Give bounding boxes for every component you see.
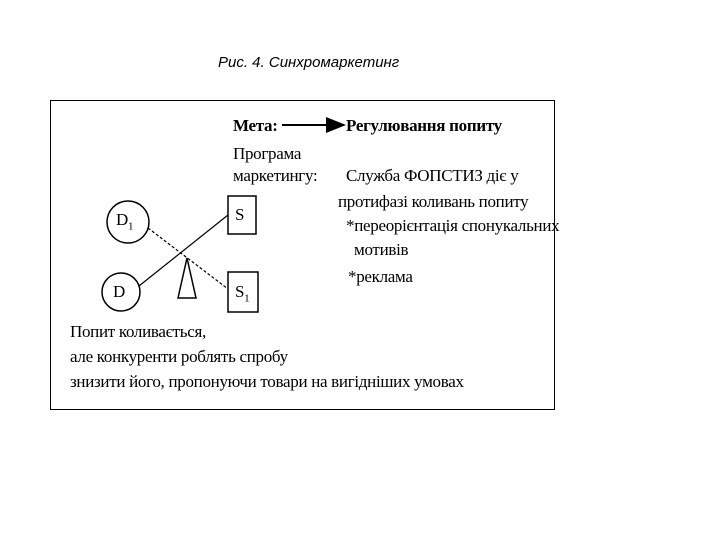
goal-label: Мета: <box>233 116 278 135</box>
bottom-line-2: але конкуренти роблять спробу <box>70 347 288 366</box>
bottom-line-1: Попит коливається, <box>70 322 206 341</box>
goal-value: Регулювання попиту <box>346 116 502 135</box>
program-label-line-1: Програма <box>233 144 302 163</box>
node-s1-label: $S_1$ <box>235 282 250 305</box>
pivot-triangle <box>178 258 196 298</box>
program-line-1: Служба ФОПСТИЗ діє у <box>346 166 519 185</box>
node-d1-label: $D_1$ <box>116 210 134 233</box>
program-line-4: мотивів <box>354 240 409 259</box>
node-d-label: D <box>113 282 125 301</box>
node-s-label: S <box>235 205 245 224</box>
link-d1-s1 <box>148 228 228 289</box>
program-label-line-2: маркетингу: <box>233 166 318 185</box>
figure-caption: Рис. 4. Синхромаркетинг <box>218 54 400 71</box>
program-line-5: *реклама <box>348 267 413 286</box>
bottom-line-3: знизити його, пропонуючи товари на вигідніших умовах <box>70 372 464 391</box>
program-line-2: протифазі коливань попиту <box>338 192 529 211</box>
program-line-3: *переорієнтація спонукальних <box>346 216 560 235</box>
